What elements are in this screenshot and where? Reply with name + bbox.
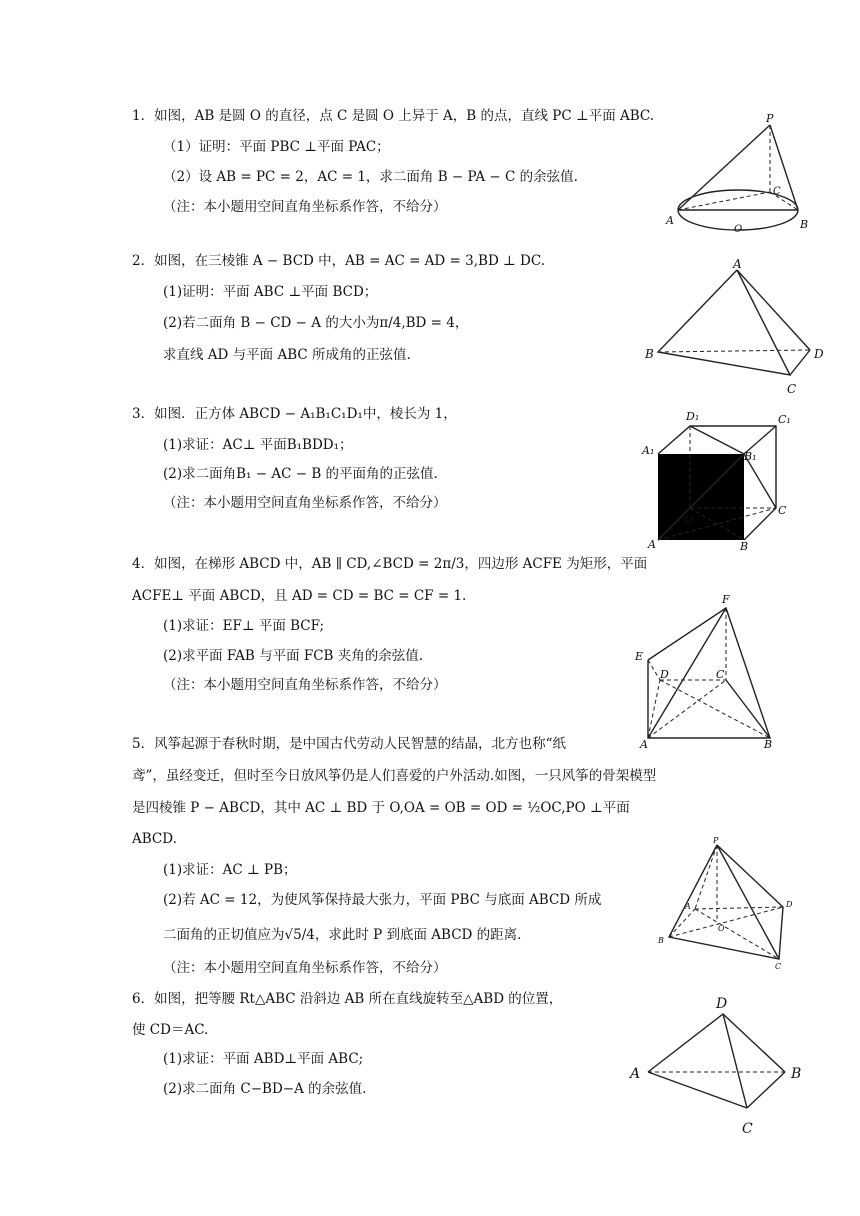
p1-stem: 1．如图，AB 是圆 O 的直径，点 C 是圆 O 上异于 A，B 的点，直线 PC ⊥平面 ABC.: [132, 108, 655, 124]
p3-label-B: B: [740, 540, 749, 550]
p5-label-D: D: [786, 900, 793, 909]
p4-figure-rectangle-prism: [630, 590, 790, 750]
p3-label-A: A: [648, 538, 656, 550]
p4-label-A: A: [640, 738, 648, 750]
p6-part1: (1)求证：平面 ABD⊥平面 ABC;: [163, 1051, 364, 1067]
p6-label-A: A: [630, 1066, 641, 1082]
p3-label-C: C: [778, 504, 787, 517]
p5-stem-cont3: ABCD.: [132, 831, 177, 847]
p1-label-B: B: [800, 218, 809, 231]
p2-part1: (1)证明：平面 ABC ⊥平面 BCD；: [163, 284, 378, 300]
p5-note: （注：本小题用空间直角坐标系作答，不给分）: [163, 960, 447, 976]
p6-part2: (2)求二面角 C−BD−A 的余弦值.: [163, 1081, 367, 1097]
p2-label-B: B: [645, 347, 654, 361]
p3-note: （注：本小题用空间直角坐标系作答，不给分）: [163, 495, 447, 511]
p1-label-C: C: [773, 186, 781, 197]
p5-label-O: O: [718, 924, 725, 933]
p5-figure-kite-pyramid: [655, 835, 800, 975]
p4-part1: (1)求证：EF⊥ 平面 BCF;: [163, 618, 325, 634]
p1-part1: （1）证明：平面 PBC ⊥平面 PAC；: [163, 139, 390, 155]
p6-label-C: C: [742, 1121, 753, 1137]
p2-label-A: A: [733, 257, 742, 271]
p5-label-A: A: [685, 902, 691, 911]
p4-label-B: B: [764, 738, 773, 750]
p1-label-A: A: [666, 214, 674, 227]
p2-part2: (2)若二面角 B − CD − A 的大小为π/4,BD = 4，: [163, 315, 469, 331]
p5-label-P: P: [713, 836, 719, 845]
p3-part2: (2)求二面角B₁ − AC − B 的平面角的正弦值.: [163, 466, 438, 482]
p6-stem-cont: 使 CD＝AC.: [132, 1022, 209, 1038]
p3-label-D1: D₁: [686, 410, 700, 423]
p5-part1: (1)求证：AC ⊥ PB；: [163, 862, 297, 878]
p2-label-D: D: [814, 347, 824, 361]
p3-label-B1: B₁: [744, 450, 757, 463]
p3-part1: (1)求证：AC⊥ 平面B₁BDD₁；: [163, 437, 353, 453]
p6-stem: 6．如图，把等腰 Rt△ABC 沿斜边 AB 所在直线旋转至△ABD 的位置，: [132, 991, 563, 1007]
p5-part2: (2)若 AC = 12，为使风筝保持最大张力，平面 PBC 与底面 ABCD 所成: [163, 892, 602, 908]
p5-stem-cont1: 鸢”，虽经变迁，但时至今日放风筝仍是人们喜爱的户外活动.如图，一只风筝的骨架模型: [132, 768, 657, 784]
p1-figure-cone: [660, 110, 820, 240]
p1-label-O: O: [734, 224, 743, 235]
p1-part2: （2）设 AB = PC = 2，AC = 1，求二面角 B − PA − C 的余弦值.: [163, 169, 578, 185]
p5-stem: 5．风筝起源于春秋时期，是中国古代劳动人民智慧的结晶，北方也称“纸: [132, 736, 566, 752]
p1-note: （注：本小题用空间直角坐标系作答，不给分）: [163, 199, 447, 215]
p3-stem: 3．如图．正方体 ABCD − A₁B₁C₁D₁中，棱长为 1，: [132, 406, 457, 422]
p3-label-D: D: [684, 514, 693, 527]
p4-note: （注：本小题用空间直角坐标系作答，不给分）: [163, 677, 447, 693]
p5-label-B: B: [658, 936, 664, 945]
p5-part2-cont: 二面角的正切值应为√5/4，求此时 P 到底面 ABCD 的距离.: [163, 927, 522, 943]
p6-figure-rotated-triangle: [625, 990, 825, 1140]
p6-label-B: B: [791, 1066, 802, 1082]
p4-label-E: E: [635, 650, 644, 663]
p4-label-D: D: [660, 668, 669, 681]
p4-stem-cont: ACFE⊥ 平面 ABCD，且 AD = CD = BC = CF = 1.: [132, 588, 467, 604]
p5-label-C: C: [775, 962, 782, 971]
p2-stem: 2．如图，在三棱锥 A − BCD 中，AB = AC = AD = 3,BD ⊥ DC.: [132, 253, 546, 269]
p2-figure-tetrahedron: [640, 255, 835, 400]
p4-label-F: F: [722, 593, 730, 606]
p4-part2: (2)求平面 FAB 与平面 FCB 夹角的余弦值.: [163, 648, 424, 664]
p5-stem-cont2: 是四棱锥 P − ABCD，其中 AC ⊥ BD 于 O,OA = OB = OD = ½OC,PO ⊥平面: [132, 800, 630, 816]
p6-label-D: D: [716, 996, 728, 1012]
p3-label-A1: A₁: [642, 444, 655, 457]
p2-label-C: C: [787, 382, 797, 396]
p1-label-P: P: [766, 112, 774, 125]
p3-label-C1: C₁: [778, 413, 791, 426]
p4-stem: 4．如图，在梯形 ABCD 中，AB ∥ CD,∠BCD = 2π/3，四边形 ACFE 为矩形，平面: [132, 556, 648, 572]
p2-part2-cont: 求直线 AD 与平面 ABC 所成角的正弦值.: [163, 347, 411, 363]
p3-figure-cube: [640, 408, 800, 550]
p4-label-C: C: [716, 668, 725, 681]
